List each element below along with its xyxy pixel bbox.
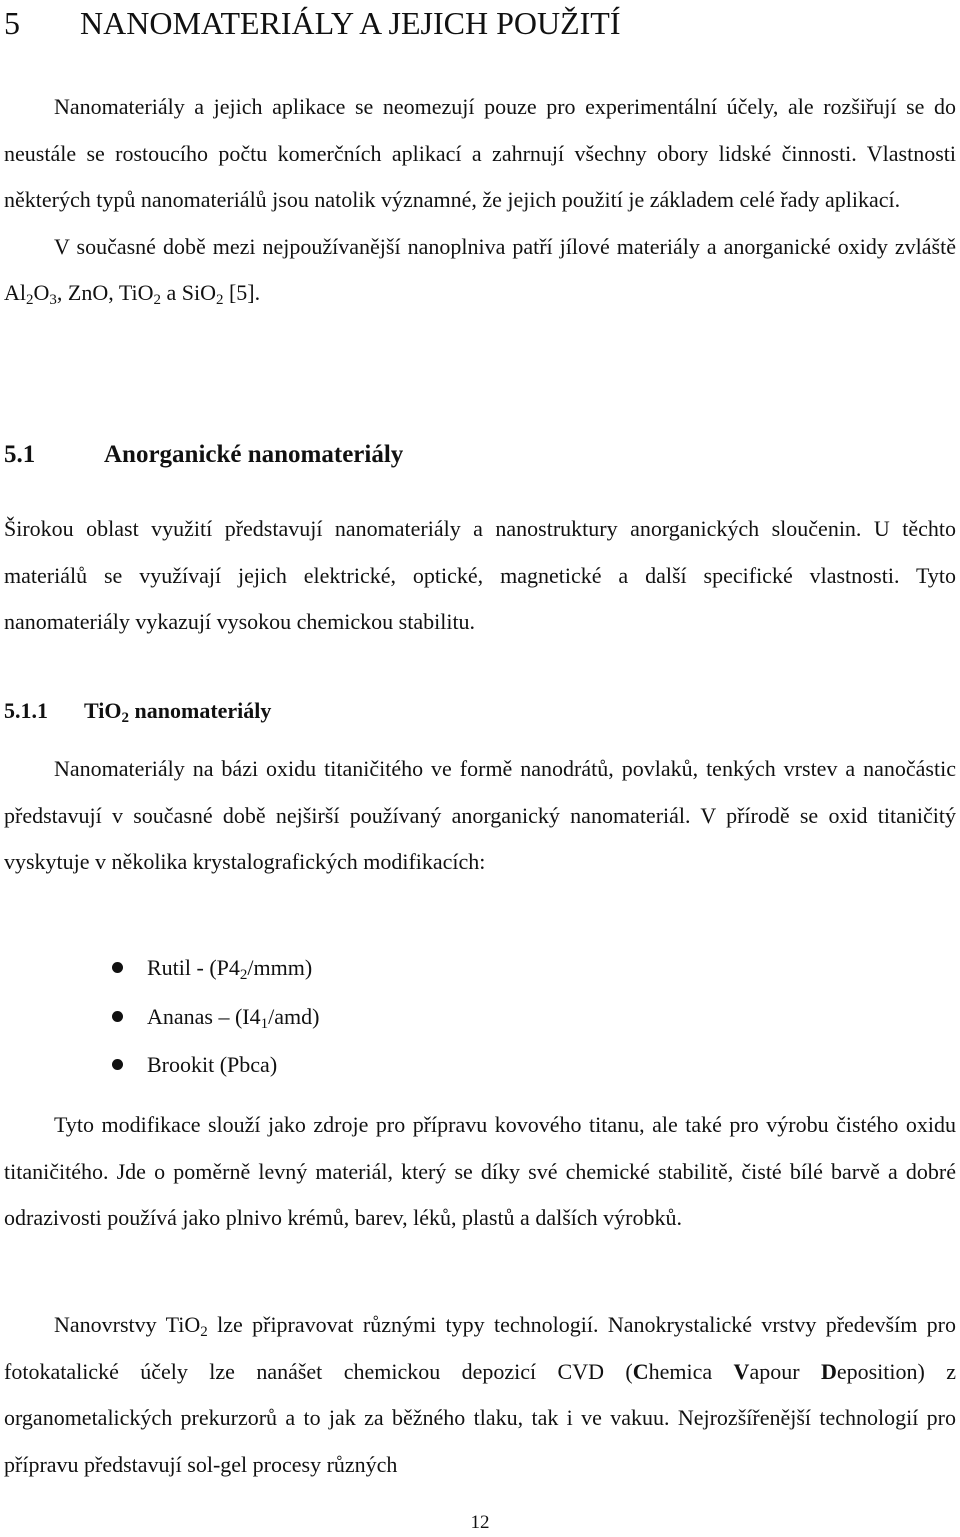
p3-text-c: hemica [648,1358,734,1384]
formula-al: Al [4,280,26,305]
subsection-title-pre: TiO [84,698,122,723]
chapter-title: NANOMATERIÁLY A JEJICH POUŽITÍ [80,5,621,41]
bullet-icon [112,962,123,973]
list-item-text-post: /mmm) [247,955,313,980]
chapter-number: 5 [4,5,20,41]
subsection-paragraph-2: Tyto modifikace slouží jako zdroje pro přípravu kovového titanu, ale také pro výrobu čistého oxidu titaničitého. Jde o poměrně levný materiál, který se díky své chemické stabilitě, čisté bílé barvě a dobré odrazivosti používá jako plnivo krémů, barev, léků, plastů a dalších výrobků. [4,1112,956,1230]
subsection-title-sub: 2 [121,710,130,726]
section-paragraph: Širokou oblast využití představují nanomateriály a nanostruktury anorganických sloučenin. U těchto materiálů se využívají jejich elektrické, optické, magnetické a další specifické vlastnosti. Tyto nanomateriály vykazují vysokou chemickou stabilitu. [4,516,956,634]
list-item [4,944,956,993]
cvd-letter-c: C [632,1358,649,1384]
modifications-list [4,944,956,1090]
subscript: 2 [153,292,161,308]
modifications-list-block [4,944,956,1090]
citation: [5]. [223,280,261,305]
section-number: 5.1 [4,441,36,468]
subsection-title-post: nanomateriály [129,698,272,723]
list-item-text: Ananas – (I4 [147,1003,261,1029]
formula-sio: a SiO [160,280,216,305]
p3-text-v: apour [749,1358,821,1384]
subscript: 2 [26,292,34,308]
cvd-letter-d: D [820,1358,837,1384]
chapter-heading [4,2,620,44]
subsection-block [4,746,956,886]
formula-o: O [33,280,50,305]
subscript: 2 [239,967,248,983]
subscript: 3 [49,292,57,308]
subsection-paragraph-1: Nanomateriály na bázi oxidu titaničitého ve formě nanodrátů, povlaků, tenkých vrstev a nanočástic představují v současné době nejširší používaný anorganický nanomateriál. V přírodě se oxid titaničitý vyskytuje v několika krystalografických modifikacích: [4,756,956,874]
list-item-text: Brookit (Pbca) [147,1052,278,1077]
list-item-text: Rutil - (P4 [147,955,240,980]
subsection-block-2 [4,1102,956,1242]
page-number: 12 [470,1512,490,1533]
subsection-number: 5.1.1 [4,698,48,723]
formula-zno-tio: , ZnO, TiO [56,280,154,305]
section-block [4,506,956,646]
subscript: 2 [215,292,224,308]
bullet-icon [112,1059,123,1070]
bullet-icon [112,1011,123,1022]
intro-paragraph-1: Nanomateriály a jejich aplikace se neomezují pouze pro experimentální účely, ale rozšiřují se do neustále se rostoucího počtu komerčních aplikací a zahrnují všechny obory lidské činnosti. Vlastnosti některých typů nanomateriálů jsou natolik významné, že jejich použití je základem celé řady aplikací. [4,94,956,212]
section-heading [4,432,403,478]
list-item [4,993,956,1042]
intro-p2-text: V současné době mezi nejpoužívanější nanoplniva patří jílové materiály a anorganické oxidy zvláště [54,233,956,259]
intro-block [4,84,956,317]
subsection-paragraph-3 [4,1302,956,1488]
list-item [4,1041,956,1090]
intro-paragraph-2 [4,224,956,317]
p3-text-d: eposition) z organometalických prekurzorů a to jak za běžného tlaku, tak i ve vakuu. Nejrozšířenější technologií pro přípravu představují sol-gel procesy různých [4,1358,956,1477]
p3-text-b: lze připravovat různými typy technologií. Nanokrystalické vrstvy především pro fotokatalické účely lze nanášet chemickou depozicí CVD ( [4,1312,957,1384]
subscript: 2 [200,1324,208,1340]
subsection-heading [4,688,271,734]
p3-text-a: Nanovrstvy TiO [54,1312,201,1337]
list-item-text-post: /amd) [268,1003,320,1029]
subsection-block-3 [4,1302,956,1488]
section-title: Anorganické nanomateriály [104,441,404,468]
cvd-letter-v: V [733,1358,750,1384]
subscript: 1 [260,1015,269,1032]
